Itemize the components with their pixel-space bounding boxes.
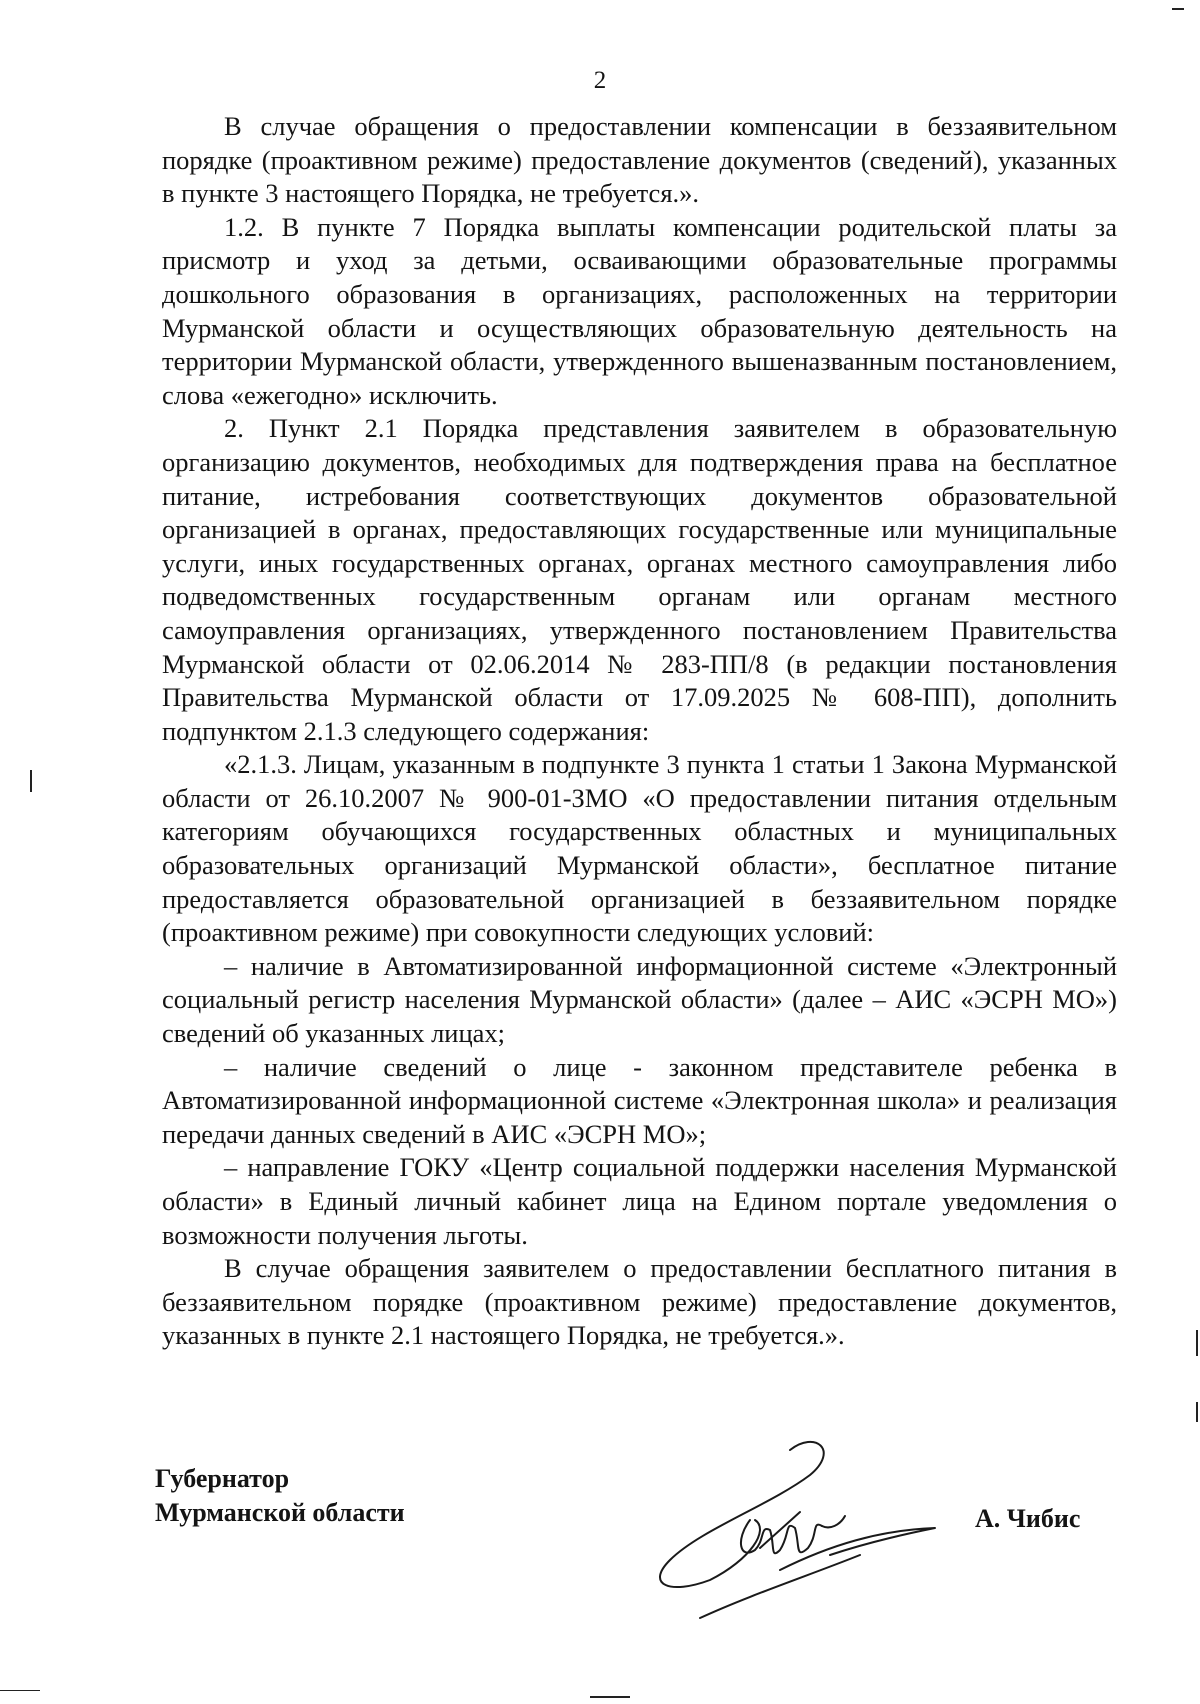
signer-title-line2: Мурманской области	[155, 1498, 405, 1527]
scan-edge-mark-top-right	[1172, 8, 1184, 10]
paragraph-proactive-compensation: В случае обращения о предоставлении компенсации в беззаявительном порядке (проактивном режиме) предоставление документов (сведений), указанных в пункте 3 настоящего Порядка, не требуется.».	[162, 111, 1117, 209]
signer-title	[155, 1462, 405, 1530]
paragraph-amendment-2: 2. Пункт 2.1 Порядка представления заявителем в образовательную организацию документов, необходимых для подтверждения права на бесплатное питание, истребования соответствующих документов образовательной организацией в органах, предоставляющих государственные или муниципальные услуги, иных государственных органах, органах местного самоуправления либо подведомственных государственным органам или органам местного самоуправления организациях, утвержденного постановлением Правительства Мурманской области от 02.06.2014 № 283-ПП/8 (в редакции постановления Правительства Мурманской области от 17.09.2025 № 608-ПП), дополнить подпунктом 2.1.3 следующего содержания:	[162, 413, 1117, 746]
paragraph-amendment-1-2: 1.2. В пункте 7 Порядка выплаты компенсации родительской платы за присмотр и уход за детьми, осваивающими образовательные программы дошкольного образования в организациях, расположенных на территории Мурманской области и осуществляющих образовательную деятельность на территории Мурманской области, утвержденного вышеназванным постановлением, слова «ежегодно» исключить.	[162, 211, 1117, 410]
scan-edge-mark-bottom-left	[0, 1690, 40, 1691]
scan-edge-mark-right-1	[1196, 1330, 1198, 1356]
paragraph-proactive-meals: В случае обращения заявителем о предоставлении бесплатного питания в беззаявительном порядке (проактивном режиме) предоставление документов, указанных в пункте 2.1 настоящего Порядка, не требуется.».	[162, 1253, 1117, 1351]
list-item-condition-esrn: – наличие в Автоматизированной информационной системе «Электронный социальный регистр населения Мурманской области» (далее – АИС «ЭСРН МО») сведений об указанных лицах;	[162, 950, 1117, 1049]
handwritten-signature	[640, 1420, 940, 1620]
page-number: 2	[593, 67, 607, 94]
list-item-condition-school: – наличие сведений о лице - законном представителе ребенка в Автоматизированной информационной системе «Электронная школа» и реализация передачи данных сведений в АИС «ЭСРН МО»;	[162, 1051, 1117, 1149]
signer-name: А. Чибис	[975, 1504, 1081, 1533]
signer-title-line1: Губернатор	[155, 1464, 290, 1493]
document-body	[162, 110, 1117, 1353]
list-item-condition-notification: – направление ГОКУ «Центр социальной поддержки населения Мурманской области» в Единый личный кабинет лица на Едином портале уведомления о возможности получения льготы.	[162, 1152, 1117, 1250]
scan-edge-mark-right-2	[1196, 1402, 1198, 1422]
paragraph-subclause-2-1-3: «2.1.3. Лицам, указанным в подпункте 3 пункта 1 статьи 1 Закона Мурманской области от 26.10.2007 № 900-01-ЗМО «О предоставлении питания отдельным категориям обучающихся государственных областных и муниципальных образовательных организаций Мурманской области», бесплатное питание предоставляется образовательной организацией в беззаявительном порядке (проактивном режиме) при совокупности следующих условий:	[162, 749, 1117, 948]
scan-edge-mark-left	[30, 770, 32, 792]
scan-edge-mark-bottom-center	[590, 1696, 630, 1698]
